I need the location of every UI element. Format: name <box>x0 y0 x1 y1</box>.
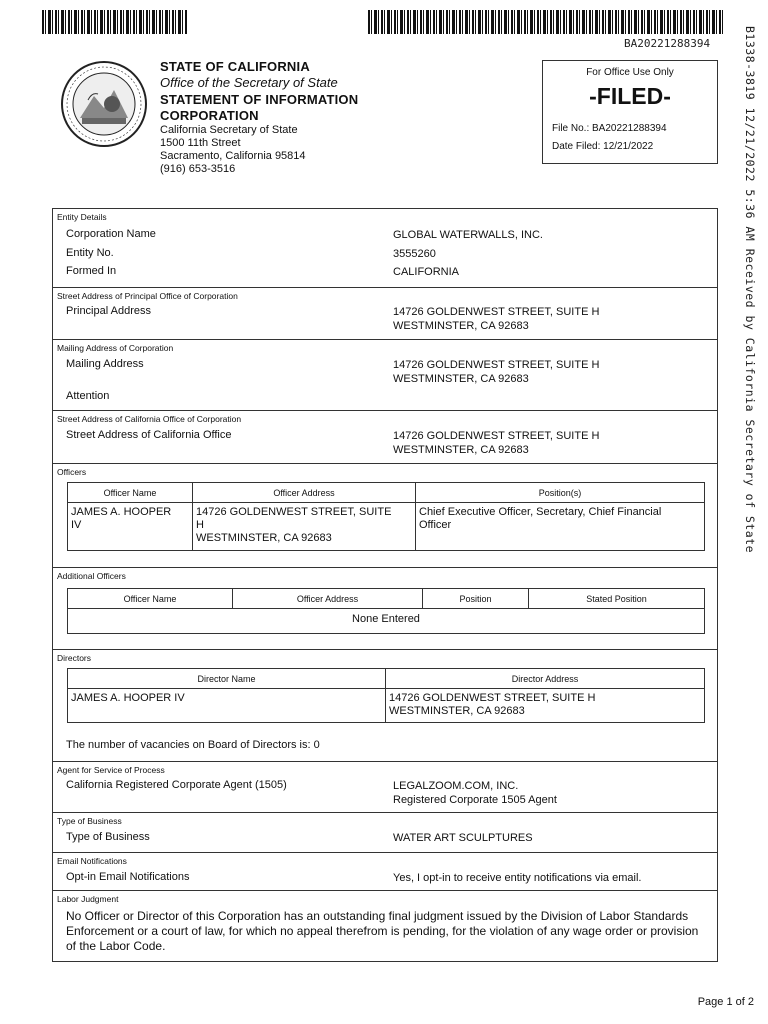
section-label: Mailing Address of Corporation <box>57 343 174 353</box>
email-notifications-section <box>53 852 717 891</box>
phone-number: (916) 653-3516 <box>160 163 236 175</box>
mailing-address-section <box>53 339 717 411</box>
entity-number: 3555260 <box>393 248 436 260</box>
field-label: Principal Address <box>66 305 151 317</box>
position-line: Officer <box>419 519 452 531</box>
received-stamp: B1338-3819 12/21/2022 5:36 AM Received by California Secretary of State <box>743 26 757 554</box>
section-label: Type of Business <box>57 816 122 826</box>
none-entered: None Entered <box>68 609 705 634</box>
filed-status: -FILED- <box>589 83 671 109</box>
column-header: Officer Address <box>193 483 416 503</box>
table-row <box>68 609 705 634</box>
column-header: Position <box>423 589 529 609</box>
agent-section <box>53 761 717 813</box>
name-line: JAMES A. HOOPER <box>71 506 172 518</box>
director-name: JAMES A. HOOPER IV <box>68 689 386 723</box>
officer-address <box>193 503 416 551</box>
directors-table <box>67 668 705 723</box>
address-line: 14726 GOLDENWEST STREET, SUITE <box>196 506 392 518</box>
section-label: Agent for Service of Process <box>57 765 165 775</box>
barcode-right <box>368 10 724 34</box>
agent-details <box>393 779 557 807</box>
additional-officers-table <box>67 588 705 634</box>
section-label: Entity Details <box>57 212 107 222</box>
address-line: WESTMINSTER, CA 92683 <box>196 532 332 544</box>
officer-positions <box>416 503 705 551</box>
agent-type: Registered Corporate 1505 Agent <box>393 794 557 806</box>
agent-name: LEGALZOOM.COM, INC. <box>393 780 519 792</box>
address-line: H <box>196 519 204 531</box>
statement-form <box>52 208 718 962</box>
column-header: Stated Position <box>529 589 705 609</box>
address-line: 14726 GOLDENWEST STREET, SUITE H <box>393 430 600 442</box>
column-header: Officer Name <box>68 589 233 609</box>
address-line: Sacramento, California 95814 <box>160 150 306 162</box>
field-label: Formed In <box>66 265 117 277</box>
date-filed: Date Filed: 12/21/2022 <box>552 141 654 152</box>
officers-table <box>67 482 705 551</box>
section-label: Directors <box>57 653 92 663</box>
page-number: Page 1 of 2 <box>697 996 754 1008</box>
column-header: Director Name <box>68 669 386 689</box>
business-type-section <box>53 812 717 853</box>
field-label: Street Address of California Office <box>66 429 232 441</box>
address-line: 14726 GOLDENWEST STREET, SUITE H <box>393 359 600 371</box>
california-office-address <box>393 429 599 457</box>
field-label: Opt-in Email Notifications <box>66 871 190 883</box>
labor-judgment-section <box>53 890 717 961</box>
principal-address <box>393 305 599 333</box>
section-label: Email Notifications <box>57 856 127 866</box>
field-label: Mailing Address <box>66 358 144 370</box>
office-use-label: For Office Use Only <box>586 67 674 78</box>
address-line: WESTMINSTER, CA 92683 <box>389 705 525 717</box>
officer-name <box>68 503 193 551</box>
field-label: California Registered Corporate Agent (1505) <box>66 779 287 791</box>
business-type: WATER ART SCULPTURES <box>393 832 533 844</box>
barcode-left <box>42 10 187 34</box>
formed-in: CALIFORNIA <box>393 266 460 278</box>
office-name: Office of the Secretary of State <box>160 75 338 90</box>
additional-officers-section <box>53 567 717 650</box>
file-number: File No.: BA20221288394 <box>552 123 667 134</box>
email-opt-in: Yes, I opt-in to receive entity notifications via email. <box>393 872 642 884</box>
officers-section <box>53 463 717 568</box>
name-line: IV <box>71 519 82 531</box>
field-label: Type of Business <box>66 831 150 843</box>
column-header: Director Address <box>386 669 705 689</box>
address-line: California Secretary of State <box>160 124 298 136</box>
column-header: Officer Address <box>233 589 423 609</box>
board-vacancies: The number of vacancies on Board of Directors is: 0 <box>66 739 320 751</box>
table-row <box>68 503 705 551</box>
field-label: Entity No. <box>66 247 114 259</box>
address-line: 14726 GOLDENWEST STREET, SUITE H <box>393 306 600 318</box>
director-address <box>386 689 705 723</box>
entity-details-section <box>53 209 717 287</box>
address-line: 14726 GOLDENWEST STREET, SUITE H <box>389 692 596 704</box>
form-subtitle: CORPORATION <box>160 108 259 123</box>
state-seal-icon <box>60 60 148 148</box>
position-line: Chief Executive Officer, Secretary, Chief Financial <box>419 506 662 518</box>
address-line: 1500 11th Street <box>160 137 241 149</box>
mailing-address <box>393 358 599 386</box>
section-label: Officers <box>57 467 87 477</box>
barcode-number: BA20221288394 <box>624 37 711 50</box>
section-label: Additional Officers <box>57 571 126 581</box>
directors-section <box>53 649 717 762</box>
california-office-section <box>53 410 717 464</box>
office-use-box <box>542 60 718 164</box>
address-line: WESTMINSTER, CA 92683 <box>393 444 529 456</box>
column-header: Officer Name <box>68 483 193 503</box>
table-row <box>68 689 705 723</box>
state-title: STATE OF CALIFORNIA <box>160 59 310 74</box>
principal-office-section <box>53 287 717 340</box>
address-line: WESTMINSTER, CA 92683 <box>393 373 529 385</box>
column-header: Position(s) <box>416 483 705 503</box>
labor-judgment-text: No Officer or Director of this Corporation has an outstanding final judgment issued by the Division of Labor Standards Enforcement or a court of law, for which no appeal therefrom is pending, for the violation of any wage order or provision of the Labor Code. <box>66 909 699 953</box>
address-line: WESTMINSTER, CA 92683 <box>393 320 529 332</box>
section-label: Labor Judgment <box>57 894 119 904</box>
corporation-name: GLOBAL WATERWALLS, INC. <box>393 229 543 241</box>
section-label: Street Address of Principal Office of Corporation <box>57 291 238 301</box>
form-title: STATEMENT OF INFORMATION <box>160 92 359 107</box>
field-label: Attention <box>66 390 110 402</box>
field-label: Corporation Name <box>66 228 156 240</box>
section-label: Street Address of California Office of Corporation <box>57 414 242 424</box>
